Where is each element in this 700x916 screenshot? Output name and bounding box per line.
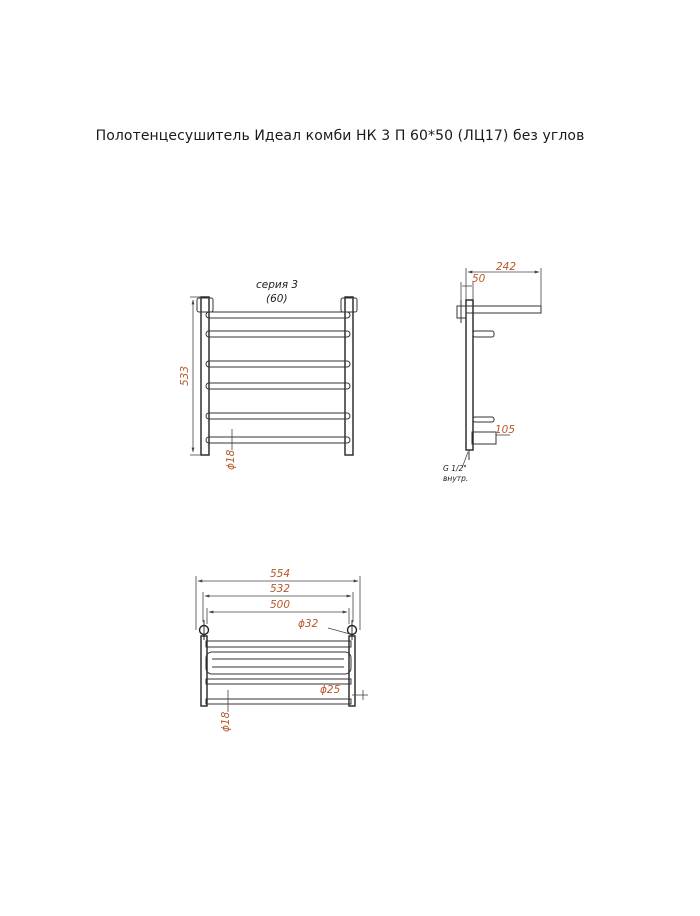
side-bracket xyxy=(473,331,494,337)
top-view xyxy=(196,568,368,732)
rail xyxy=(206,331,350,337)
shelf-diameter: ϕ25 xyxy=(320,684,341,696)
rail xyxy=(206,437,350,443)
right-post xyxy=(345,297,353,455)
rail xyxy=(206,361,350,367)
front-tube-diameter: ϕ18 xyxy=(225,449,237,470)
rail xyxy=(206,312,350,318)
thread-label: G 1/2" xyxy=(443,464,467,473)
front-rails xyxy=(206,312,350,443)
series-label: серия 3 xyxy=(256,279,299,291)
overall-width-dimension: 554 xyxy=(270,568,291,580)
rail xyxy=(206,383,350,389)
left-post xyxy=(201,297,209,455)
top-tube-diameter: ϕ18 xyxy=(220,711,232,732)
depth-dimension: 242 xyxy=(496,261,517,273)
side-post xyxy=(466,300,473,450)
mid-width-dimension: 532 xyxy=(270,583,291,595)
page-title: Полотенцесушитель Идеал комби НК 3 П 60*50 (ЛЦ17) без углов xyxy=(95,128,585,144)
side-shelf xyxy=(466,306,541,313)
size-label: (60) xyxy=(266,293,288,305)
side-bottom-connector xyxy=(472,432,496,444)
side-view xyxy=(443,261,541,483)
right-mount xyxy=(341,298,357,312)
front-view xyxy=(179,279,357,470)
height-dimension: 533 xyxy=(179,365,191,386)
inner-width-dimension: 500 xyxy=(270,599,291,611)
bottom-dimension: 105 xyxy=(495,424,516,436)
offset-dimension: 50 xyxy=(472,273,486,285)
rail xyxy=(206,413,350,419)
mount-diameter: ϕ32 xyxy=(298,618,319,630)
left-mount xyxy=(197,298,213,312)
top-rail xyxy=(206,641,351,647)
top-shelf-frame xyxy=(206,652,351,674)
side-bracket xyxy=(473,417,494,422)
thread-note: внутр. xyxy=(443,474,469,483)
